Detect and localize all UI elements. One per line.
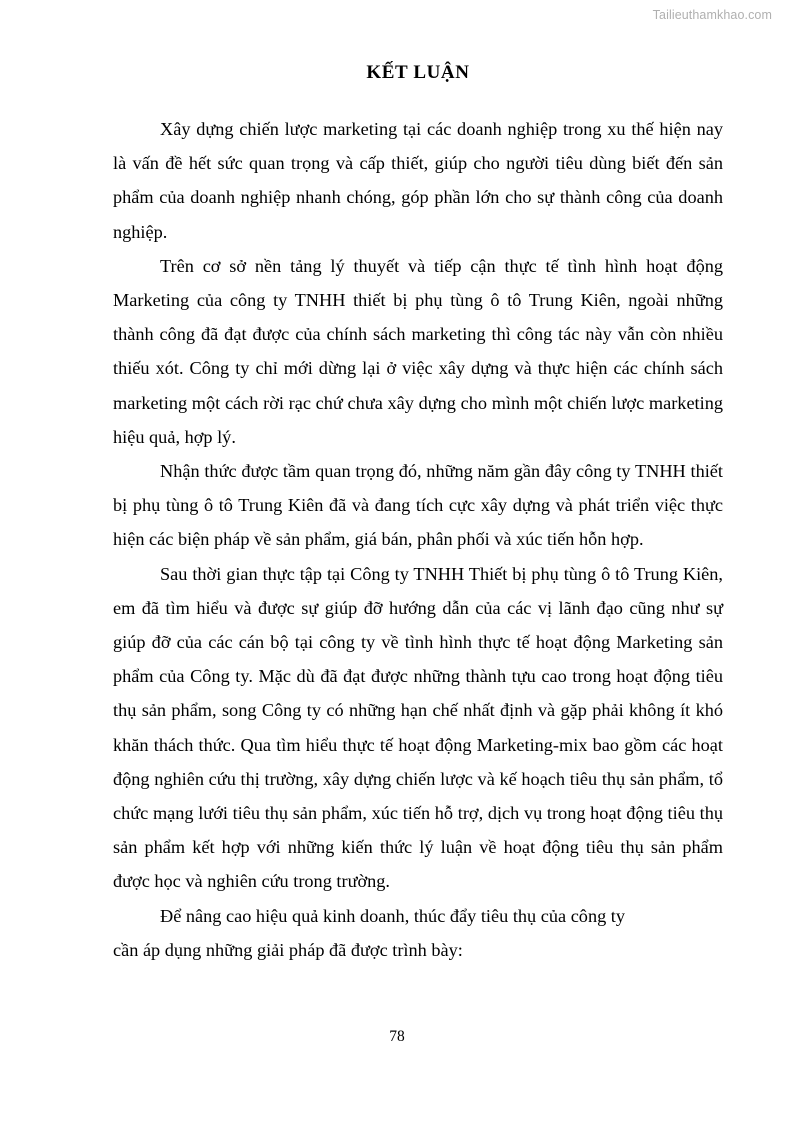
paragraph-4: Sau thời gian thực tập tại Công ty TNHH Thiết bị phụ tùng ô tô Trung Kiên, em đã tìm hiểu và được sự giúp đỡ hướng dẫn của các vị lãnh đạo cũng như sự giúp đỡ của các cán bộ tại công ty về tình hình thực tế hoạt động Marketing sản phẩm của Công ty. Mặc dù đã đạt được những thành tựu cao trong hoạt động tiêu thụ sản phẩm, song Công ty có những hạn chế nhất định và gặp phải không ít khó khăn thách thức. Qua tìm hiểu thực tế hoạt động Marketing-mix bao gồm các hoạt động nghiên cứu thị trường, xây dựng chiến lược và kế hoạch tiêu thụ sản phẩm, tổ chức mạng lưới tiêu thụ sản phẩm, xúc tiến hỗ trợ, dịch vụ trong hoạt động tiêu thụ sản phẩm kết hợp với những kiến thức lý luận về hoạt động tiêu thụ sản phẩm được học và nghiên cứu trong trường. [113,563,723,892]
watermark-text: Tailieuthamkhao.com [652,8,772,22]
page-title: KẾT LUẬN [366,62,470,83]
paragraph-1: Xây dựng chiến lược marketing tại các doanh nghiệp trong xu thế hiện nay là vấn đề hết sức quan trọng và cấp thiết, giúp cho người tiêu dùng biết đến sản phẩm của doanh nghiệp nhanh chóng, góp phần lớn cho sự thành công của doanh nghiệp. [113,119,723,242]
paragraph-6: cần áp dụng những giải pháp đã được trình bày: [113,939,463,960]
paragraph-5: Để nâng cao hiệu quả kinh doanh, thúc đẩy tiêu thụ của công ty [160,905,626,926]
paragraph-2: Trên cơ sở nền tảng lý thuyết và tiếp cận thực tế tình hình hoạt động Marketing của công ty TNHH thiết bị phụ tùng ô tô Trung Kiên, ngoài những thành công đã đạt được của chính sách marketing thì công tác này vẫn còn nhiều thiếu xót. Công ty chỉ mới dừng lại ở việc xây dựng và thực hiện các chính sách marketing một cách rời rạc chứ chưa xây dựng cho mình một chiến lược marketing hiệu quả, hợp lý. [113,255,723,447]
paragraph-3: Nhận thức được tầm quan trọng đó, những năm gần đây công ty TNHH thiết bị phụ tùng ô tô Trung Kiên đã và đang tích cực xây dựng và phát triển việc thực hiện các biện pháp về sản phẩm, giá bán, phân phối và xúc tiến hỗn hợp. [113,461,723,550]
page-number: 78 [389,1028,405,1045]
document-content [113,62,723,967]
